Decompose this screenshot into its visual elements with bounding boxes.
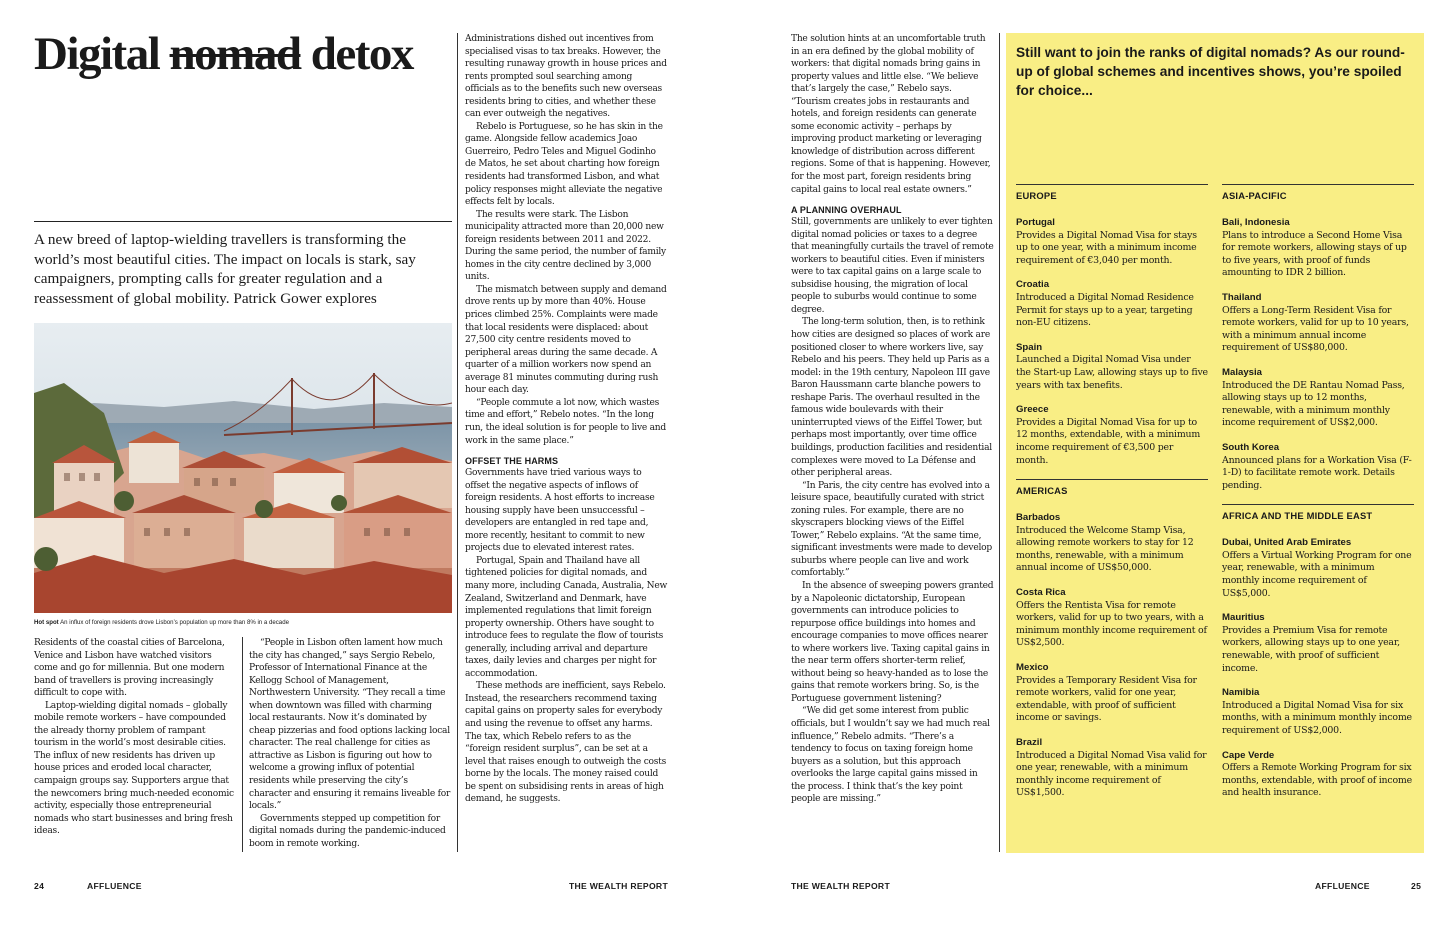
- country-description: Introduced a Digital Nomad Visa valid for one year, renewable, with a minimum monthly income requirement of US$1,500.: [1016, 749, 1207, 799]
- country-name: Mauritius: [1222, 612, 1265, 624]
- country-description: Introduced the DE Rantau Nomad Pass, allowing stays up to 12 months, renewable, with a minimum monthly income requirement of US$2,000.: [1222, 379, 1405, 429]
- body-column-4: [791, 33, 994, 806]
- country-description: Offers a Long-Term Resident Visa for remote workers, valid for up to 10 years, with a minimum annual income requirement of US$80,000.: [1222, 304, 1409, 354]
- country-entry: [1016, 404, 1208, 467]
- country-entry: [1222, 537, 1414, 600]
- caption-text: An influx of foreign residents drove Lisbon’s population up more than 8% in a decade: [60, 619, 289, 626]
- region-heading: AFRICA AND THE MIDDLE EAST: [1222, 504, 1414, 521]
- subheading-a-planning-overhaul: A PLANNING OVERHAUL: [791, 205, 902, 216]
- section-name-left: AFFLUENCE: [87, 881, 142, 891]
- column-divider: [457, 33, 458, 852]
- paragraph: Rebelo is Portuguese, so he has skin in the game. Alongside fellow academics Joao Guerreiro, Pedro Teles and Miguel Godinho de Matos, he set about charting how foreign residents had transformed Lisbon, and what policy responses might alleviate the negative effects felt by locals.: [465, 121, 663, 208]
- country-entry: [1222, 612, 1414, 675]
- paragraph: “People commute a lot now, which wastes time and effort,” Rebelo notes. “In the long run, the ideal solution is for people to live and work in the same place.”: [465, 397, 666, 446]
- standfirst: A new breed of laptop-wielding travellers is transforming the world’s most beautiful cities. The impact on locals is stark, say campaigners, prompting calls for greater regulation and a reassessment of global mobility. Patrick Gower explores: [34, 231, 416, 307]
- headline-word-1: Digital: [34, 28, 160, 80]
- region-europe: [1016, 184, 1208, 467]
- country-description: Provides a Digital Nomad Visa for stays up to one year, with a minimum income requirement of €3,040 per month.: [1016, 229, 1197, 266]
- photo-caption: [34, 619, 454, 626]
- country-description: Provides a Temporary Resident Visa for remote workers, valid for one year, extendable, with proof of sufficient income or savings.: [1016, 674, 1197, 724]
- paragraph: Governments have tried various ways to offset the negative aspects of inflows of foreign residents. A host efforts to increase housing supply have been unsuccessful – developers are entangled in red tape and, more recently, hesitant to commit to new projects due to elevated interest rates.: [465, 468, 655, 554]
- country-entry: [1016, 279, 1208, 329]
- country-description: Provides a Digital Nomad Visa for up to 12 months, extendable, with a minimum income requirement of €3,500 per month.: [1016, 416, 1201, 466]
- country-entry: [1222, 217, 1414, 280]
- region-africa-middle-east: [1222, 504, 1414, 800]
- paragraph: The long-term solution, then, is to rethink how cities are designed so places of work are positioned closer to where workers live, say Rebelo and his peers. They held up Paris as a model: in the 19th century, Napoleon III gave Baron Haussmann carte blanche powers to reshape Paris. The overhaul resulted in the famous wide boulevards with their uninterrupted views of the Eiffel Tower, but perhaps most importantly, over time office buildings, production facilities and residential complexes were moved to La Défense and other peripheral areas.: [791, 317, 992, 479]
- country-name: Croatia: [1016, 279, 1050, 291]
- body-column-1: [34, 637, 237, 838]
- country-entry: [1016, 512, 1208, 575]
- country-entry: [1222, 442, 1414, 492]
- country-description: Introduced the Welcome Stamp Visa, allowing remote workers to stay for 12 months, renewable, with a minimum annual income of US$50,000.: [1016, 524, 1194, 574]
- region-heading: ASIA-PACIFIC: [1222, 184, 1414, 201]
- paragraph: “In Paris, the city centre has evolved into a leisure space, beautifully curated with strict zoning rules. For example, there are no skyscrapers blocking views of the Eiffel Tower,” Rebelo explains. “At the same time, significant investments were made to develop suburbs where people can live and work comfortably.”: [791, 480, 992, 579]
- region-asia-pacific: [1222, 184, 1414, 492]
- publication-name-left: THE WEALTH REPORT: [569, 881, 668, 891]
- country-description: Offers the Rentista Visa for remote workers, valid for up to two years, with a minimum monthly income requirement of US$2,500.: [1016, 599, 1207, 649]
- country-entry: [1222, 292, 1414, 355]
- country-entry: [1016, 217, 1208, 267]
- paragraph: In the absence of sweeping powers granted by a Napoleonic dictatorship, European governments can introduce policies to repurpose office buildings into homes and encourage companies to move offices nearer to where workers live. Taxing capital gains in the near term offers shorter-term relief, without being so heavy-handed as to lose the gains that remote workers bring. So, is the Portuguese government listening?: [791, 580, 994, 704]
- paragraph: Administrations dished out incentives from specialised visas to tax breaks. However, the resulting runaway growth in house prices and rents prompted soul searching among officials as to the benefits such new overseas residents bring to cities, and whether these can ever outweigh the negatives.: [465, 34, 667, 120]
- country-description: Introduced a Digital Nomad Visa for six months, with a minimum monthly income requirement of US$2,000.: [1222, 699, 1412, 736]
- country-description: Offers a Virtual Working Program for one year, renewable, with a minimum monthly income requirement of US$5,000.: [1222, 549, 1412, 599]
- paragraph: The mismatch between supply and demand drove rents up by more than 40%. House prices climbed 25%. Complaints were made that local residents were displaced: about 27,500 city centre residents moved to peripheral areas during the same decade. A quarter of a million workers now spend an average 81 minutes commuting during rush hour each day.: [465, 284, 667, 396]
- country-entry: [1016, 587, 1208, 650]
- sidebar-title: Still want to join the ranks of digital nomads? As our round-up of global schemes and incentives shows, you’re spoiled for choice...: [1016, 45, 1405, 98]
- country-name: Portugal: [1016, 217, 1055, 228]
- country-entry: [1222, 750, 1414, 800]
- country-name: Costa Rica: [1016, 587, 1066, 599]
- subheading-offset-the-harms: OFFSET THE HARMS: [465, 456, 559, 467]
- headline-word-3: detox: [310, 28, 413, 80]
- country-description: Offers a Remote Working Program for six months, extendable, with proof of income and health insurance.: [1222, 762, 1412, 799]
- country-name: Brazil: [1016, 737, 1043, 748]
- section-name-right: AFFLUENCE: [1315, 881, 1370, 891]
- country-name: Malaysia: [1222, 366, 1263, 378]
- column-divider: [999, 33, 1000, 852]
- country-name: Thailand: [1222, 291, 1262, 303]
- paragraph: “People in Lisbon often lament how much the city has changed,” says Sergio Rebelo, Professor of International Finance at the Kellogg School of Management, Northwestern University. “They recall a time when downtown was filled with charming local restaurants. Now it’s dominated by cheap pizzerias and food options lacking local character. The real challenge for cities as attractive as Lisbon is figuring out how to welcome a growing influx of potential residents while preserving the city’s character and ensuring it remains liveable for locals.”: [249, 638, 451, 812]
- page-number-right: 25: [1411, 881, 1422, 891]
- country-name: Dubai, United Arab Emirates: [1222, 537, 1352, 549]
- country-entry: [1016, 662, 1208, 725]
- country-name: Namibia: [1222, 687, 1260, 699]
- country-entry: [1016, 737, 1208, 800]
- paragraph: The results were stark. The Lisbon municipality attracted more than 20,000 new foreign residents between 2011 and 2022. During the same period, the number of family homes in the city centre declined by 3,000 units.: [465, 209, 666, 283]
- headline: [34, 26, 413, 82]
- paragraph: These methods are inefficient, says Rebelo. Instead, the researchers recommend taxing capital gains on property sales for everybody and using the revenue to offset any harms. The tax, which Rebelo refers to as the “foreign resident surplus”, can be set at a level that raises enough to outweigh the costs borne by the locals. The money raised could be spent on subsidising rents in areas of high demand, he suggests.: [465, 681, 666, 805]
- headline-word-struck: nomad: [169, 28, 301, 80]
- lisbon-photo-illustration: [34, 323, 452, 613]
- column-divider: [242, 637, 243, 852]
- country-description: Announced plans for a Workation Visa (F-1-D) to facilitate remote work. Details pending.: [1222, 454, 1412, 491]
- paragraph: Governments stepped up competition for digital nomads during the pandemic-induced boom in remote working.: [249, 813, 446, 849]
- sidebar-column-left: [1016, 184, 1208, 812]
- country-description: Plans to introduce a Second Home Visa for remote workers, allowing stays of up to five years, with proof of funds amounting to IDR 2 billion.: [1222, 229, 1407, 279]
- caption-label: Hot spot: [34, 619, 59, 626]
- country-name: Greece: [1016, 404, 1049, 416]
- country-entry: [1016, 342, 1208, 392]
- country-name: Mexico: [1016, 662, 1049, 674]
- region-heading: EUROPE: [1016, 184, 1208, 201]
- standfirst-rule: [34, 221, 452, 222]
- country-entry: [1222, 367, 1414, 430]
- region-americas: [1016, 479, 1208, 800]
- country-name: Spain: [1016, 341, 1043, 353]
- country-name: Barbados: [1016, 512, 1061, 524]
- country-name: Bali, Indonesia: [1222, 217, 1290, 228]
- body-column-3: [465, 33, 668, 806]
- page-number-left: 24: [34, 881, 45, 891]
- lisbon-photo: [34, 323, 452, 613]
- sidebar-column-right: [1222, 184, 1414, 812]
- country-description: Introduced a Digital Nomad Residence Permit for stays up to a year, targeting non-EU citizens.: [1016, 291, 1194, 329]
- paragraph: Portugal, Spain and Thailand have all tightened policies for digital nomads, and many more, including Canada, Australia, New Zealand, Switzerland and Denmark, have implemented regulations that limit foreign property ownership. Others have sought to introduce fees to regulate the flow of tourists generally, including arrival and departure taxes, daily levies and charges per night for accommodation.: [465, 555, 668, 679]
- country-name: Cape Verde: [1222, 749, 1275, 761]
- country-description: Provides a Premium Visa for remote workers, allowing stays up to one year, renewable, with proof of sufficient income.: [1222, 624, 1400, 674]
- country-name: South Korea: [1222, 441, 1280, 453]
- body-column-2: [249, 637, 452, 850]
- publication-name-right: THE WEALTH REPORT: [791, 881, 890, 891]
- paragraph: “We did get some interest from public officials, but I wouldn’t say we had much real influence,” Rebelo admits. “There’s a tendency to focus on taxing foreign home buyers as a solution, but this approach overlooks the large capital gains missed in the process. I think that’s the key point people are missing.”: [791, 706, 990, 805]
- country-entry: [1222, 687, 1414, 737]
- paragraph: The solution hints at an uncomfortable truth in an era defined by the global mobility of workers: that digital nomads bring gains in property values and little else. “We believe that’s largely the case,” Rebelo says. “Tourism creates jobs in restaurants and hotels, and foreign residents can generate some economic activity – perhaps by improving product marketing or leveraging knowledge of distribution across different regions. Some of that is happening. However, for the most part, foreign residents bring capital gains to local real estate owners.”: [791, 34, 991, 195]
- country-description: Launched a Digital Nomad Visa under the Start-up Law, allowing stays up to five years with tax benefits.: [1016, 354, 1208, 391]
- paragraph: Residents of the coastal cities of Barcelona, Venice and Lisbon have watched visitors come and go for millennia. But one modern band of travellers is proving increasingly difficult to cope with.: [34, 638, 225, 699]
- region-heading: AMERICAS: [1016, 479, 1208, 496]
- paragraph: Still, governments are unlikely to ever tighten digital nomad policies or taxes to a degree that meaningfully curtails the travel of remote workers to beautiful cities. Even if ministers were to tax capital gains on a large scale to subsidise housing, the migration of local people to suburbs would continue to some degree.: [791, 217, 994, 315]
- paragraph: Laptop-wielding digital nomads – globally mobile remote workers – have compounded the already thorny problem of rampant tourism in the world’s most desirable cities. The influx of new residents has driven up house prices and eroded local character, campaign groups say. Supporters argue that the newcomers bring much-needed economic activity, especially those entrepreneurial nomads who start businesses and bring fresh ideas.: [34, 700, 234, 837]
